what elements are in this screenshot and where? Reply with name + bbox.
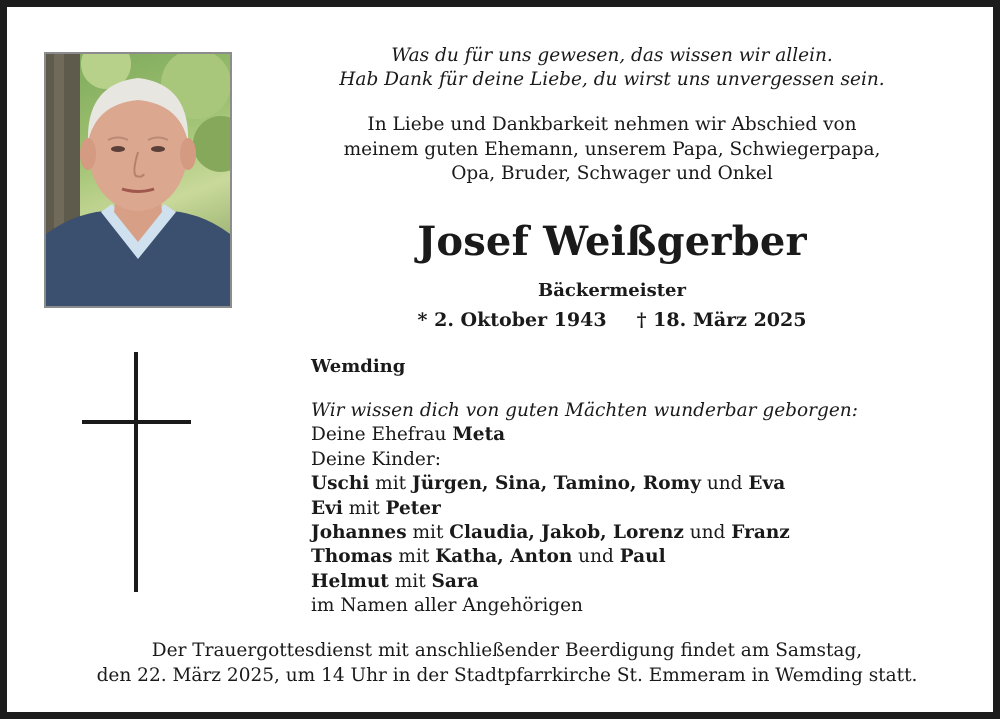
farewell-intro [257,113,967,187]
family-member-name: Claudia, Jakob, Lorenz [449,522,684,544]
child-line [311,472,971,496]
family-list [311,399,971,619]
service-line: den 22. März 2025, um 14 Uhr in der Stadtpfarrkirche St. Emmeram in Wemding statt. [96,664,918,686]
connector-text: mit [406,522,450,544]
connector-text: und [683,522,732,544]
wife-prefix: Deine Ehefrau [311,424,453,446]
portrait-photo [44,52,232,308]
connector-text: und [700,473,749,495]
intro-line: meinem guten Ehemann, unserem Papa, Schwiegerpapa, [343,138,881,160]
funeral-service-notice [27,639,987,688]
life-dates [257,307,967,333]
wife-line [311,423,971,447]
family-member-name: Peter [385,497,441,519]
place-name: Wemding [311,356,406,377]
child-line [311,545,971,569]
quote-line: Wir wissen dich von guten Mächten wunderbar geborgen: [311,400,858,421]
connector-text: mit [369,473,412,495]
death-date: † 18. März 2025 [636,309,807,331]
family-member-name: Helmut [311,570,389,592]
child-line [311,570,971,594]
cross-icon [134,352,138,592]
wife-name: Meta [452,424,506,446]
family-member-name: Sara [431,570,479,592]
motto-line: Hab Dank für deine Liebe, du wirst uns unvergessen sein. [339,69,885,90]
family-member-name: Jürgen, Sina, Tamino, Romy [411,473,701,495]
family-member-name: Evi [311,497,343,519]
connector-text: mit [388,570,432,592]
birth-date: * 2. Oktober 1943 [417,309,607,331]
cross-icon-bar [82,420,191,424]
deceased-name: Josef Weißgerber [417,218,807,265]
motto-line: Was du für uns gewesen, das wissen wir allein. [391,45,833,66]
family-member-name: Paul [619,546,666,568]
intro-line: Opa, Bruder, Schwager und Onkel [451,163,773,184]
family-member-name: Thomas [311,546,393,568]
connector-text: mit [342,497,386,519]
connector-text: mit [392,546,436,568]
deceased-profession: Bäckermeister [538,280,686,301]
service-line: Der Trauergottesdienst mit anschließender Beerdigung findet am Samstag, [151,640,863,661]
closing-line: im Namen aller Angehörigen [311,595,583,617]
family-member-name: Eva [748,473,786,495]
family-member-name: Katha, Anton [435,546,573,568]
motto [257,44,967,92]
children-list [311,472,971,594]
family-member-name: Uschi [311,473,370,495]
intro-line: In Liebe und Dankbarkeit nehmen wir Abschied von [367,114,857,135]
child-line [311,521,971,545]
family-member-name: Johannes [311,522,407,544]
child-line [311,497,971,521]
connector-text: und [572,546,620,568]
children-label: Deine Kinder: [311,448,441,470]
family-member-name: Franz [731,522,790,544]
